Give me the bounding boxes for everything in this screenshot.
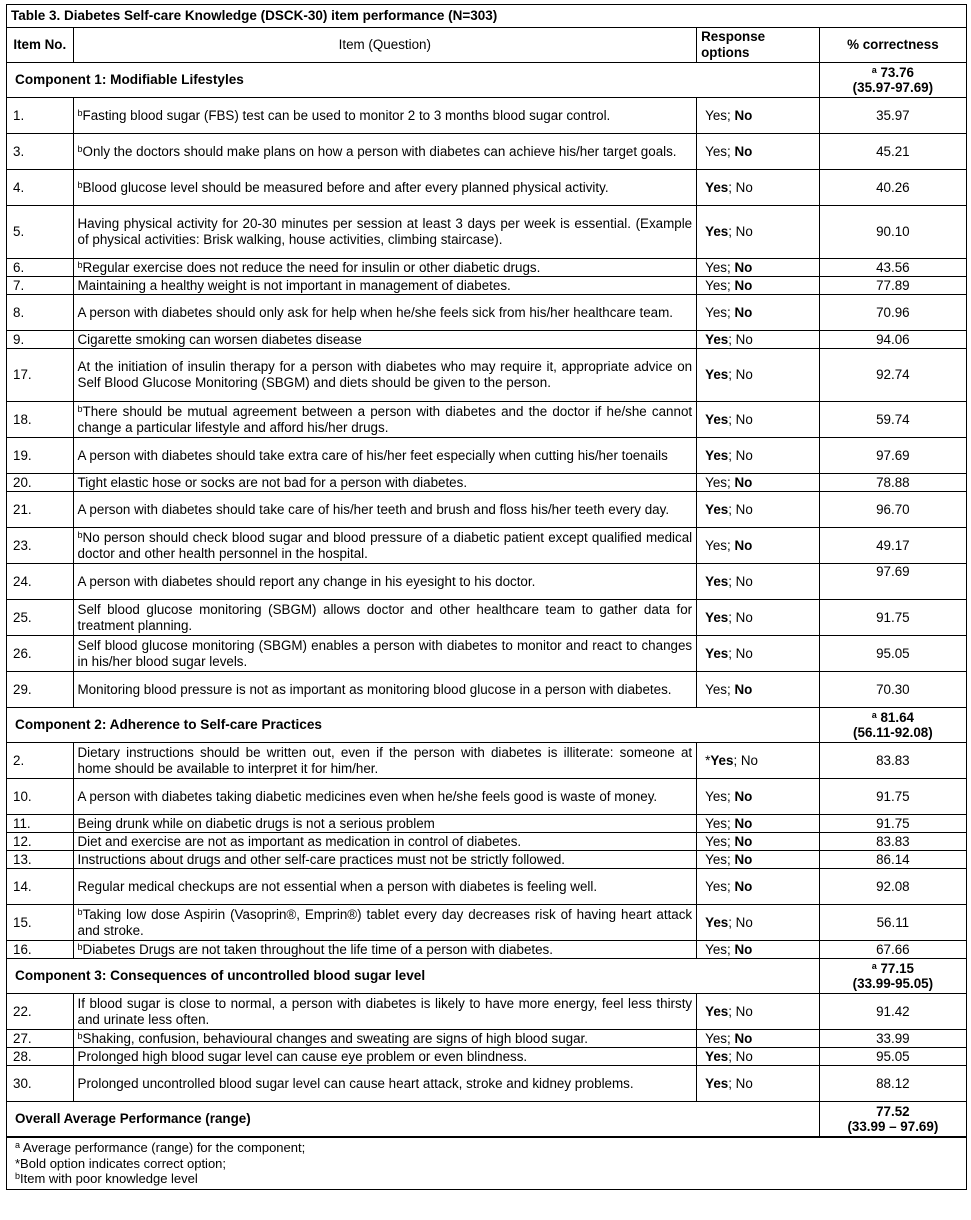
response-options: Yes; No [697, 492, 820, 528]
option-no: No [734, 259, 753, 275]
footnote-marker: b [15, 1171, 21, 1182]
response-options: Yes; No [697, 98, 820, 134]
option-no: No [740, 752, 759, 768]
item-question [73, 331, 697, 349]
option-yes: Yes [705, 645, 729, 661]
question-text: Prolonged high blood sugar level can cause eye problem or even blindness. [77, 1048, 528, 1064]
item-question [73, 941, 697, 959]
item-number: 15. [7, 905, 73, 941]
item-question [73, 1048, 697, 1066]
table-row [7, 833, 966, 851]
percent-correct: 77.89 [819, 277, 966, 295]
item-number: 21. [7, 492, 73, 528]
overall-average [819, 1102, 966, 1137]
question-text: Fasting blood sugar (FBS) test can be used to monitor 2 to 3 months blood sugar control. [82, 107, 611, 123]
percent-correct: 33.99 [819, 1030, 966, 1048]
option-no: No [734, 474, 753, 490]
overall-range: (33.99 – 97.69) [847, 1119, 939, 1134]
option-yes: Yes [705, 277, 727, 293]
question-text: Regular exercise does not reduce the need for insulin or other diabetic drugs. [82, 259, 541, 275]
option-yes: Yes [705, 537, 727, 553]
response-options: Yes; No [697, 815, 820, 833]
option-no: No [735, 411, 753, 427]
response-options: Yes; No [697, 779, 820, 815]
table-row [7, 295, 966, 331]
component-title: Component 2: Adherence to Self-care Practices [7, 708, 819, 743]
header-question: Item (Question) [73, 28, 697, 63]
table-row [7, 994, 966, 1030]
header-item-no: Item No. [7, 28, 73, 63]
item-question [73, 672, 697, 708]
question-text: Prolonged uncontrolled blood sugar level can cause heart attack, stroke and kidney problems. [77, 1075, 634, 1091]
item-question [73, 564, 697, 600]
option-yes: Yes [705, 681, 727, 697]
option-yes: Yes [705, 788, 727, 804]
question-text: A person with diabetes should only ask for help when he/she feels sick from his/her healthcare team. [77, 304, 673, 320]
response-options: Yes; No [697, 1066, 820, 1102]
option-yes: Yes [705, 331, 729, 347]
option-no: No [735, 914, 753, 930]
question-text: A person with diabetes should take care of his/her teeth and brush and floss his/her teeth every day. [77, 501, 670, 517]
table-row [7, 1066, 966, 1102]
option-no: No [734, 941, 753, 957]
response-options: Yes; No [697, 564, 820, 600]
table-row [7, 672, 966, 708]
option-no: No [735, 501, 753, 517]
item-number: 27. [7, 1030, 73, 1048]
poor-knowledge-marker: b [77, 179, 83, 190]
option-yes: Yes [705, 1075, 729, 1091]
percent-correct: 49.17 [819, 528, 966, 564]
response-options: Yes; No [697, 277, 820, 295]
footnote-marker: a [15, 1140, 21, 1150]
response-options: Yes; No [697, 528, 820, 564]
table-body [7, 63, 966, 1137]
question-text: Taking low dose Aspirin (Vasoprin®, Emprin®) tablet every day decreases risk of having heart attack and stroke. [77, 906, 693, 938]
footnote-text: Average performance (range) for the component; [20, 1140, 306, 1155]
overall-title: Overall Average Performance (range) [7, 1102, 819, 1137]
item-number: 1. [7, 98, 73, 134]
option-no: No [735, 447, 753, 463]
option-yes: Yes [705, 447, 729, 463]
item-number: 2. [7, 743, 73, 779]
item-number: 19. [7, 438, 73, 474]
table-row [7, 1048, 966, 1066]
response-options: Yes; No [697, 349, 820, 402]
question-text: Blood glucose level should be measured before and after every planned physical activity. [82, 179, 609, 195]
header-row [7, 28, 966, 63]
item-number: 3. [7, 134, 73, 170]
response-options: Yes; No [697, 474, 820, 492]
option-no: No [735, 1075, 753, 1091]
option-yes: Yes [705, 474, 727, 490]
header-correctness: % correctness [819, 28, 966, 63]
percent-correct: 95.05 [819, 1048, 966, 1066]
item-question [73, 815, 697, 833]
component-title: Component 3: Consequences of uncontrolled blood sugar level [7, 959, 819, 994]
question-text: Tight elastic hose or socks are not bad for a person with diabetes. [77, 474, 468, 490]
poor-knowledge-marker: b [77, 906, 83, 917]
option-no: No [735, 573, 753, 589]
table-row [7, 815, 966, 833]
item-question [73, 636, 697, 672]
item-number: 24. [7, 564, 73, 600]
table-row [7, 259, 966, 277]
percent-correct: 86.14 [819, 851, 966, 869]
table-row [7, 743, 966, 779]
table-row [7, 636, 966, 672]
component-average-value [824, 961, 962, 976]
option-yes: Yes [705, 573, 729, 589]
percent-correct: 96.70 [819, 492, 966, 528]
item-question [73, 1066, 697, 1102]
option-no: No [734, 833, 753, 849]
table-row [7, 851, 966, 869]
component-range: (56.11-92.08) [853, 725, 933, 740]
table-row [7, 402, 966, 438]
component-title: Component 1: Modifiable Lifestyles [7, 63, 819, 98]
percent-correct: 45.21 [819, 134, 966, 170]
footnote-a-marker: a [871, 710, 877, 720]
option-yes: Yes [705, 851, 727, 867]
item-question [73, 295, 697, 331]
table-row [7, 134, 966, 170]
option-no: No [734, 788, 753, 804]
option-yes: Yes [705, 1048, 729, 1064]
table-row [7, 528, 966, 564]
table-frame [6, 4, 967, 1190]
response-options: Yes; No [697, 1048, 820, 1066]
item-question [73, 905, 697, 941]
item-number: 20. [7, 474, 73, 492]
item-question [73, 277, 697, 295]
item-number: 18. [7, 402, 73, 438]
option-yes: Yes [705, 411, 729, 427]
table-caption: Table 3. Diabetes Self-care Knowledge (DSCK-30) item performance (N=303) [7, 5, 966, 28]
component-average-value [824, 65, 962, 80]
question-text: At the initiation of insulin therapy for a person with diabetes who may require it, appropriate advice on Self Blood Glucose Monitoring (SBGM) and diets should be given to the person. [77, 359, 693, 390]
item-number: 13. [7, 851, 73, 869]
option-no: No [735, 645, 753, 661]
item-number: 23. [7, 528, 73, 564]
response-options: Yes; No [697, 331, 820, 349]
question-text: Cigarette smoking can worsen diabetes disease [77, 331, 362, 347]
item-number: 10. [7, 779, 73, 815]
percent-correct: 70.30 [819, 672, 966, 708]
option-no: No [735, 1048, 753, 1064]
table-row [7, 869, 966, 905]
response-options: Yes; No [697, 206, 820, 259]
option-yes: Yes [705, 224, 729, 240]
question-text: If blood sugar is close to normal, a person with diabetes is likely to have more energy, feel less thirsty and urinate less often. [77, 995, 693, 1027]
item-number: 30. [7, 1066, 73, 1102]
option-yes: Yes [705, 941, 727, 957]
average-number: 73.76 [880, 65, 914, 80]
response-options: Yes; No [697, 636, 820, 672]
table-row [7, 98, 966, 134]
percent-correct: 92.08 [819, 869, 966, 905]
option-no: No [735, 179, 753, 195]
item-number: 14. [7, 869, 73, 905]
table-row [7, 1030, 966, 1048]
percent-correct: 78.88 [819, 474, 966, 492]
option-yes: Yes [705, 1003, 729, 1019]
percent-correct: 35.97 [819, 98, 966, 134]
percent-correct: 97.69 [819, 438, 966, 474]
table-row [7, 492, 966, 528]
item-question [73, 170, 697, 206]
question-text: There should be mutual agreement between a person with diabetes and the doctor if he/she cannot change a particular lifestyle and afford his/her drugs. [77, 403, 693, 435]
percent-correct: 91.75 [819, 815, 966, 833]
question-text: Self blood glucose monitoring (SBGM) enables a person with diabetes to monitor and react to changes in his/her blood sugar levels. [77, 637, 693, 669]
table-row [7, 206, 966, 259]
item-question [73, 600, 697, 636]
item-question [73, 869, 697, 905]
item-number: 12. [7, 833, 73, 851]
question-text: Diet and exercise are not as important as medication in control of diabetes. [77, 833, 522, 849]
question-text: A person with diabetes should take extra care of his/her feet especially when cutting his/her toenails [77, 447, 668, 463]
percent-correct: 91.75 [819, 779, 966, 815]
poor-knowledge-marker: b [77, 941, 83, 952]
item-question [73, 259, 697, 277]
poor-knowledge-marker: b [77, 1030, 83, 1041]
table-row [7, 331, 966, 349]
poor-knowledge-marker: b [77, 143, 83, 154]
question-text: Having physical activity for 20-30 minutes per session at least 3 days per week is essential. (Example of physical activities: Brisk walking, house activities, climbing staircase). [77, 216, 693, 247]
item-question [73, 492, 697, 528]
table-row [7, 438, 966, 474]
item-question [73, 402, 697, 438]
component-range: (33.99-95.05) [852, 976, 934, 991]
item-number: 5. [7, 206, 73, 259]
response-options: Yes; No [697, 905, 820, 941]
component-row [7, 708, 966, 743]
component-average-value [824, 710, 962, 725]
component-average [819, 708, 966, 743]
option-no: No [734, 815, 753, 831]
question-text: Diabetes Drugs are not taken throughout the life time of a person with diabetes. [82, 941, 553, 957]
item-number: 6. [7, 259, 73, 277]
table-row [7, 941, 966, 959]
item-number: 11. [7, 815, 73, 833]
footnote [15, 1140, 962, 1156]
option-no: No [734, 1030, 753, 1046]
item-number: 9. [7, 331, 73, 349]
item-question [73, 994, 697, 1030]
item-question [73, 833, 697, 851]
option-yes: Yes [705, 609, 729, 625]
question-text: Dietary instructions should be written out, even if the person with diabetes is illiterate: someone at home should be available to interpret it for him/her. [77, 744, 693, 776]
option-yes: Yes [705, 259, 727, 275]
option-no: No [734, 878, 753, 894]
response-options: Yes; No [697, 134, 820, 170]
table-row [7, 349, 966, 402]
item-question [73, 98, 697, 134]
percent-correct: 43.56 [819, 259, 966, 277]
item-number: 7. [7, 277, 73, 295]
footnote [15, 1171, 962, 1187]
percent-correct: 92.74 [819, 349, 966, 402]
component-range: (35.97-97.69) [852, 80, 934, 95]
footnote-text: *Bold option indicates correct option; [15, 1155, 227, 1171]
option-no: No [734, 851, 753, 867]
question-text: Shaking, confusion, behavioural changes and sweating are signs of high blood sugar. [82, 1030, 589, 1046]
footnote-a-marker: a [871, 961, 877, 971]
response-options: Yes; No [697, 941, 820, 959]
percent-correct: 59.74 [819, 402, 966, 438]
option-no: No [734, 107, 753, 123]
item-question [73, 779, 697, 815]
percent-correct: 67.66 [819, 941, 966, 959]
response-options: Yes; No [697, 851, 820, 869]
option-no: No [734, 537, 753, 553]
table-row [7, 564, 966, 600]
item-question [73, 349, 697, 402]
response-options: Yes; No [697, 994, 820, 1030]
option-yes: Yes [705, 501, 729, 517]
item-number: 22. [7, 994, 73, 1030]
poor-knowledge-marker: b [77, 403, 83, 414]
question-text: A person with diabetes taking diabetic medicines even when he/she feels good is waste of money. [77, 788, 658, 804]
footnote [15, 1156, 962, 1172]
question-text: Instructions about drugs and other self-care practices must not be strictly followed. [77, 851, 566, 867]
option-yes: Yes [705, 833, 727, 849]
table-row [7, 474, 966, 492]
percent-correct: 88.12 [819, 1066, 966, 1102]
item-question [73, 743, 697, 779]
response-options: Yes; No [697, 833, 820, 851]
percent-correct: 83.83 [819, 833, 966, 851]
option-yes: Yes [710, 752, 734, 768]
footnote-a-marker: a [871, 65, 877, 75]
response-options: Yes; No [697, 672, 820, 708]
option-no: No [734, 277, 753, 293]
item-question [73, 134, 697, 170]
item-number: 28. [7, 1048, 73, 1066]
percent-correct: 97.69 [819, 564, 966, 600]
component-average [819, 959, 966, 994]
response-options: Yes; No [697, 259, 820, 277]
overall-average-value: 77.52 [876, 1104, 910, 1119]
header-options: Response options [697, 28, 820, 63]
table-notes [7, 1137, 966, 1189]
item-question [73, 1030, 697, 1048]
footnote-text: Item with poor knowledge level [20, 1171, 198, 1187]
response-options: Yes; No [697, 1030, 820, 1048]
option-yes: Yes [705, 304, 727, 320]
option-yes: Yes [705, 1030, 727, 1046]
option-yes: Yes [705, 815, 727, 831]
response-options: Yes; No [697, 438, 820, 474]
poor-knowledge-marker: b [77, 107, 83, 118]
poor-knowledge-marker: b [77, 259, 83, 270]
item-number: 25. [7, 600, 73, 636]
item-number: 16. [7, 941, 73, 959]
percent-correct: 70.96 [819, 295, 966, 331]
option-no: No [735, 224, 753, 240]
question-text: Monitoring blood pressure is not as important as monitoring blood glucose in a person with diabetes. [77, 681, 672, 697]
option-no: No [735, 331, 753, 347]
option-yes: Yes [705, 914, 729, 930]
question-text: Maintaining a healthy weight is not important in management of diabetes. [77, 277, 511, 293]
table-row [7, 277, 966, 295]
option-no: No [734, 681, 753, 697]
response-options: Yes; No [697, 295, 820, 331]
percent-correct: 40.26 [819, 170, 966, 206]
question-text: A person with diabetes should report any change in his eyesight to his doctor. [77, 573, 536, 589]
response-options: Yes; No [697, 402, 820, 438]
item-question [73, 528, 697, 564]
option-no: No [735, 609, 753, 625]
option-no: No [734, 304, 753, 320]
percent-correct: 56.11 [819, 905, 966, 941]
response-options: *Yes; No [697, 743, 820, 779]
option-yes: Yes [705, 107, 727, 123]
table-row [7, 600, 966, 636]
item-number: 29. [7, 672, 73, 708]
percent-correct: 90.10 [819, 206, 966, 259]
question-text: No person should check blood sugar and blood pressure of a diabetic patient except qualified medical doctor and other health personnel in the hospital. [77, 529, 693, 561]
item-question [73, 438, 697, 474]
item-question [73, 851, 697, 869]
question-text: Self blood glucose monitoring (SBGM) allows doctor and other healthcare team to gather data for treatment planning. [77, 601, 693, 633]
item-number: 4. [7, 170, 73, 206]
option-yes: Yes [705, 179, 729, 195]
dsck-table [7, 28, 966, 1137]
option-no: No [734, 143, 753, 159]
item-number: 8. [7, 295, 73, 331]
option-no: No [735, 367, 753, 383]
correct-marker: * [705, 752, 711, 768]
poor-knowledge-marker: b [77, 529, 83, 540]
overall-row [7, 1102, 966, 1137]
average-number: 81.64 [880, 710, 914, 725]
average-number: 77.15 [880, 961, 914, 976]
item-number: 17. [7, 349, 73, 402]
question-text: Regular medical checkups are not essential when a person with diabetes is feeling well. [77, 878, 598, 894]
table-row [7, 170, 966, 206]
option-no: No [735, 1003, 753, 1019]
option-yes: Yes [705, 367, 729, 383]
question-text: Being drunk while on diabetic drugs is not a serious problem [77, 815, 435, 831]
response-options: Yes; No [697, 869, 820, 905]
question-text: Only the doctors should make plans on how a person with diabetes can achieve his/her target goals. [82, 143, 677, 159]
component-average [819, 63, 966, 98]
percent-correct: 94.06 [819, 331, 966, 349]
component-row [7, 959, 966, 994]
table-row [7, 779, 966, 815]
response-options: Yes; No [697, 170, 820, 206]
item-number: 26. [7, 636, 73, 672]
percent-correct: 83.83 [819, 743, 966, 779]
component-row [7, 63, 966, 98]
response-options: Yes; No [697, 600, 820, 636]
option-yes: Yes [705, 878, 727, 894]
percent-correct: 91.75 [819, 600, 966, 636]
item-question [73, 474, 697, 492]
table-row [7, 905, 966, 941]
percent-correct: 95.05 [819, 636, 966, 672]
item-question [73, 206, 697, 259]
percent-correct: 91.42 [819, 994, 966, 1030]
option-yes: Yes [705, 143, 727, 159]
